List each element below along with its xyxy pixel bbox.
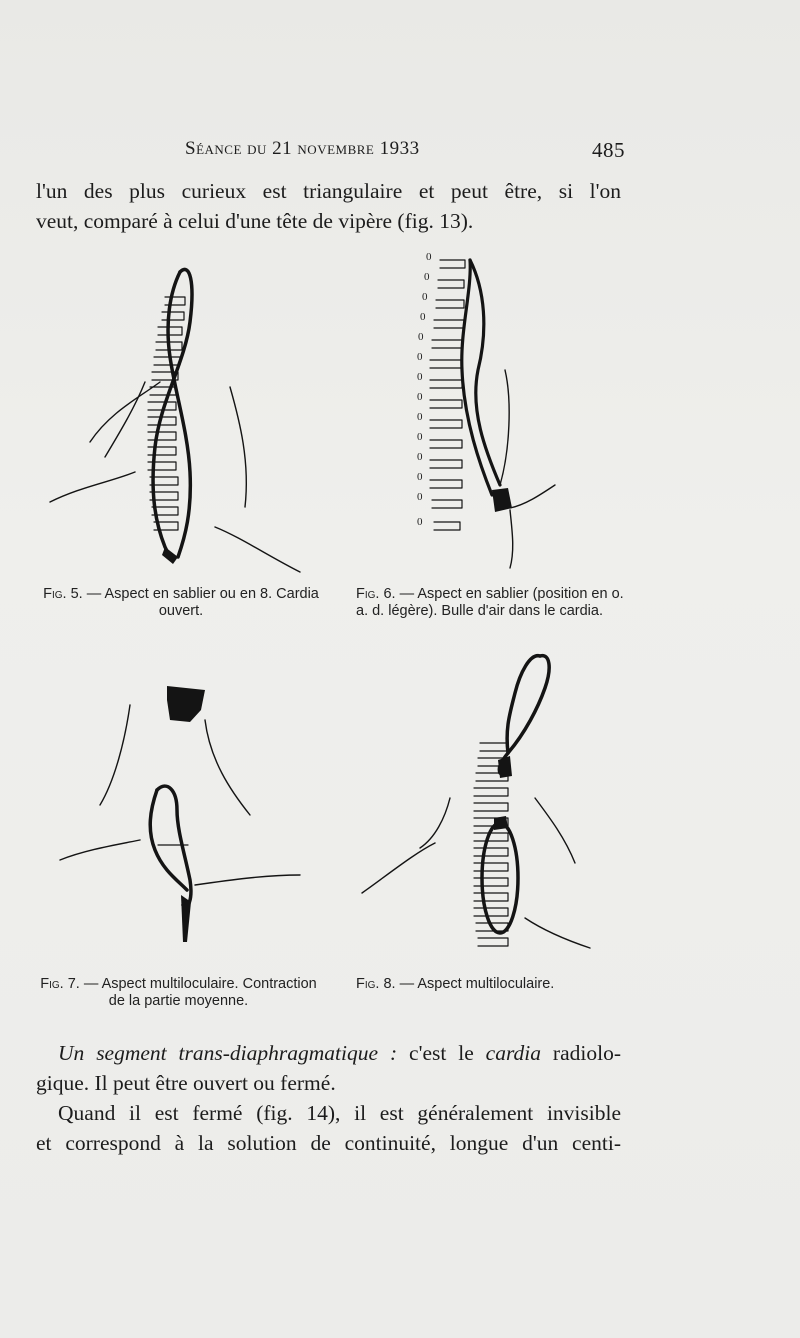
paragraph-2-line-2: et correspond à la solution de continuité, longue d'un centi-: [36, 1131, 621, 1155]
figure-5-drawing: [40, 262, 330, 582]
intro-line-1: l'un des plus curieux est triangulaire et peut être, si l'on: [36, 179, 621, 203]
figure-6-caption: Fig. 6. — Aspect en sablier (position en o. a. d. légère). Bulle d'air dans le cardia.: [356, 586, 624, 619]
svg-text:0: 0: [417, 471, 423, 483]
svg-text:0: 0: [417, 491, 423, 503]
running-head: [185, 138, 625, 168]
svg-text:0: 0: [417, 391, 423, 403]
figure-7-drawing: [55, 680, 315, 970]
svg-text:0: 0: [417, 451, 423, 463]
paragraph-1-line-2: gique. Il peut être ouvert ou fermé.: [36, 1071, 336, 1095]
paragraph-1-line-1: Un segment trans-diaphragmatique : c'est le cardia radiolo-: [58, 1041, 621, 1065]
svg-text:0: 0: [417, 411, 423, 423]
svg-text:0: 0: [417, 516, 423, 528]
page-number: 485: [592, 138, 625, 162]
svg-text:0: 0: [417, 371, 423, 383]
svg-text:0: 0: [422, 291, 428, 303]
paragraph-2-line-1: Quand il est fermé (fig. 14), il est généralement invisible: [58, 1101, 621, 1125]
intro-paragraph: [36, 176, 621, 236]
figure-5-caption: Fig. 5. — Aspect en sablier ou en 8. Cardia ouvert.: [43, 586, 319, 619]
svg-text:0: 0: [417, 351, 423, 363]
figure-8-caption: Fig. 8. — Aspect multiloculaire.: [356, 976, 555, 992]
svg-text:0: 0: [420, 311, 426, 323]
svg-text:0: 0: [424, 271, 430, 283]
svg-text:0: 0: [417, 431, 423, 443]
body-paragraphs: [36, 1038, 621, 1158]
figure-8-drawing: [360, 648, 600, 968]
svg-text:0: 0: [426, 251, 432, 263]
figure-6-drawing: [400, 250, 580, 570]
running-title: Séance du 21 novembre 1933: [185, 138, 420, 159]
figure-7-caption: Fig. 7. — Aspect multiloculaire. Contraction de la partie moyenne.: [40, 976, 317, 1009]
svg-text:0: 0: [418, 331, 424, 343]
intro-line-2: veut, comparé à celui d'une tête de vipère (fig. 13).: [36, 209, 474, 233]
